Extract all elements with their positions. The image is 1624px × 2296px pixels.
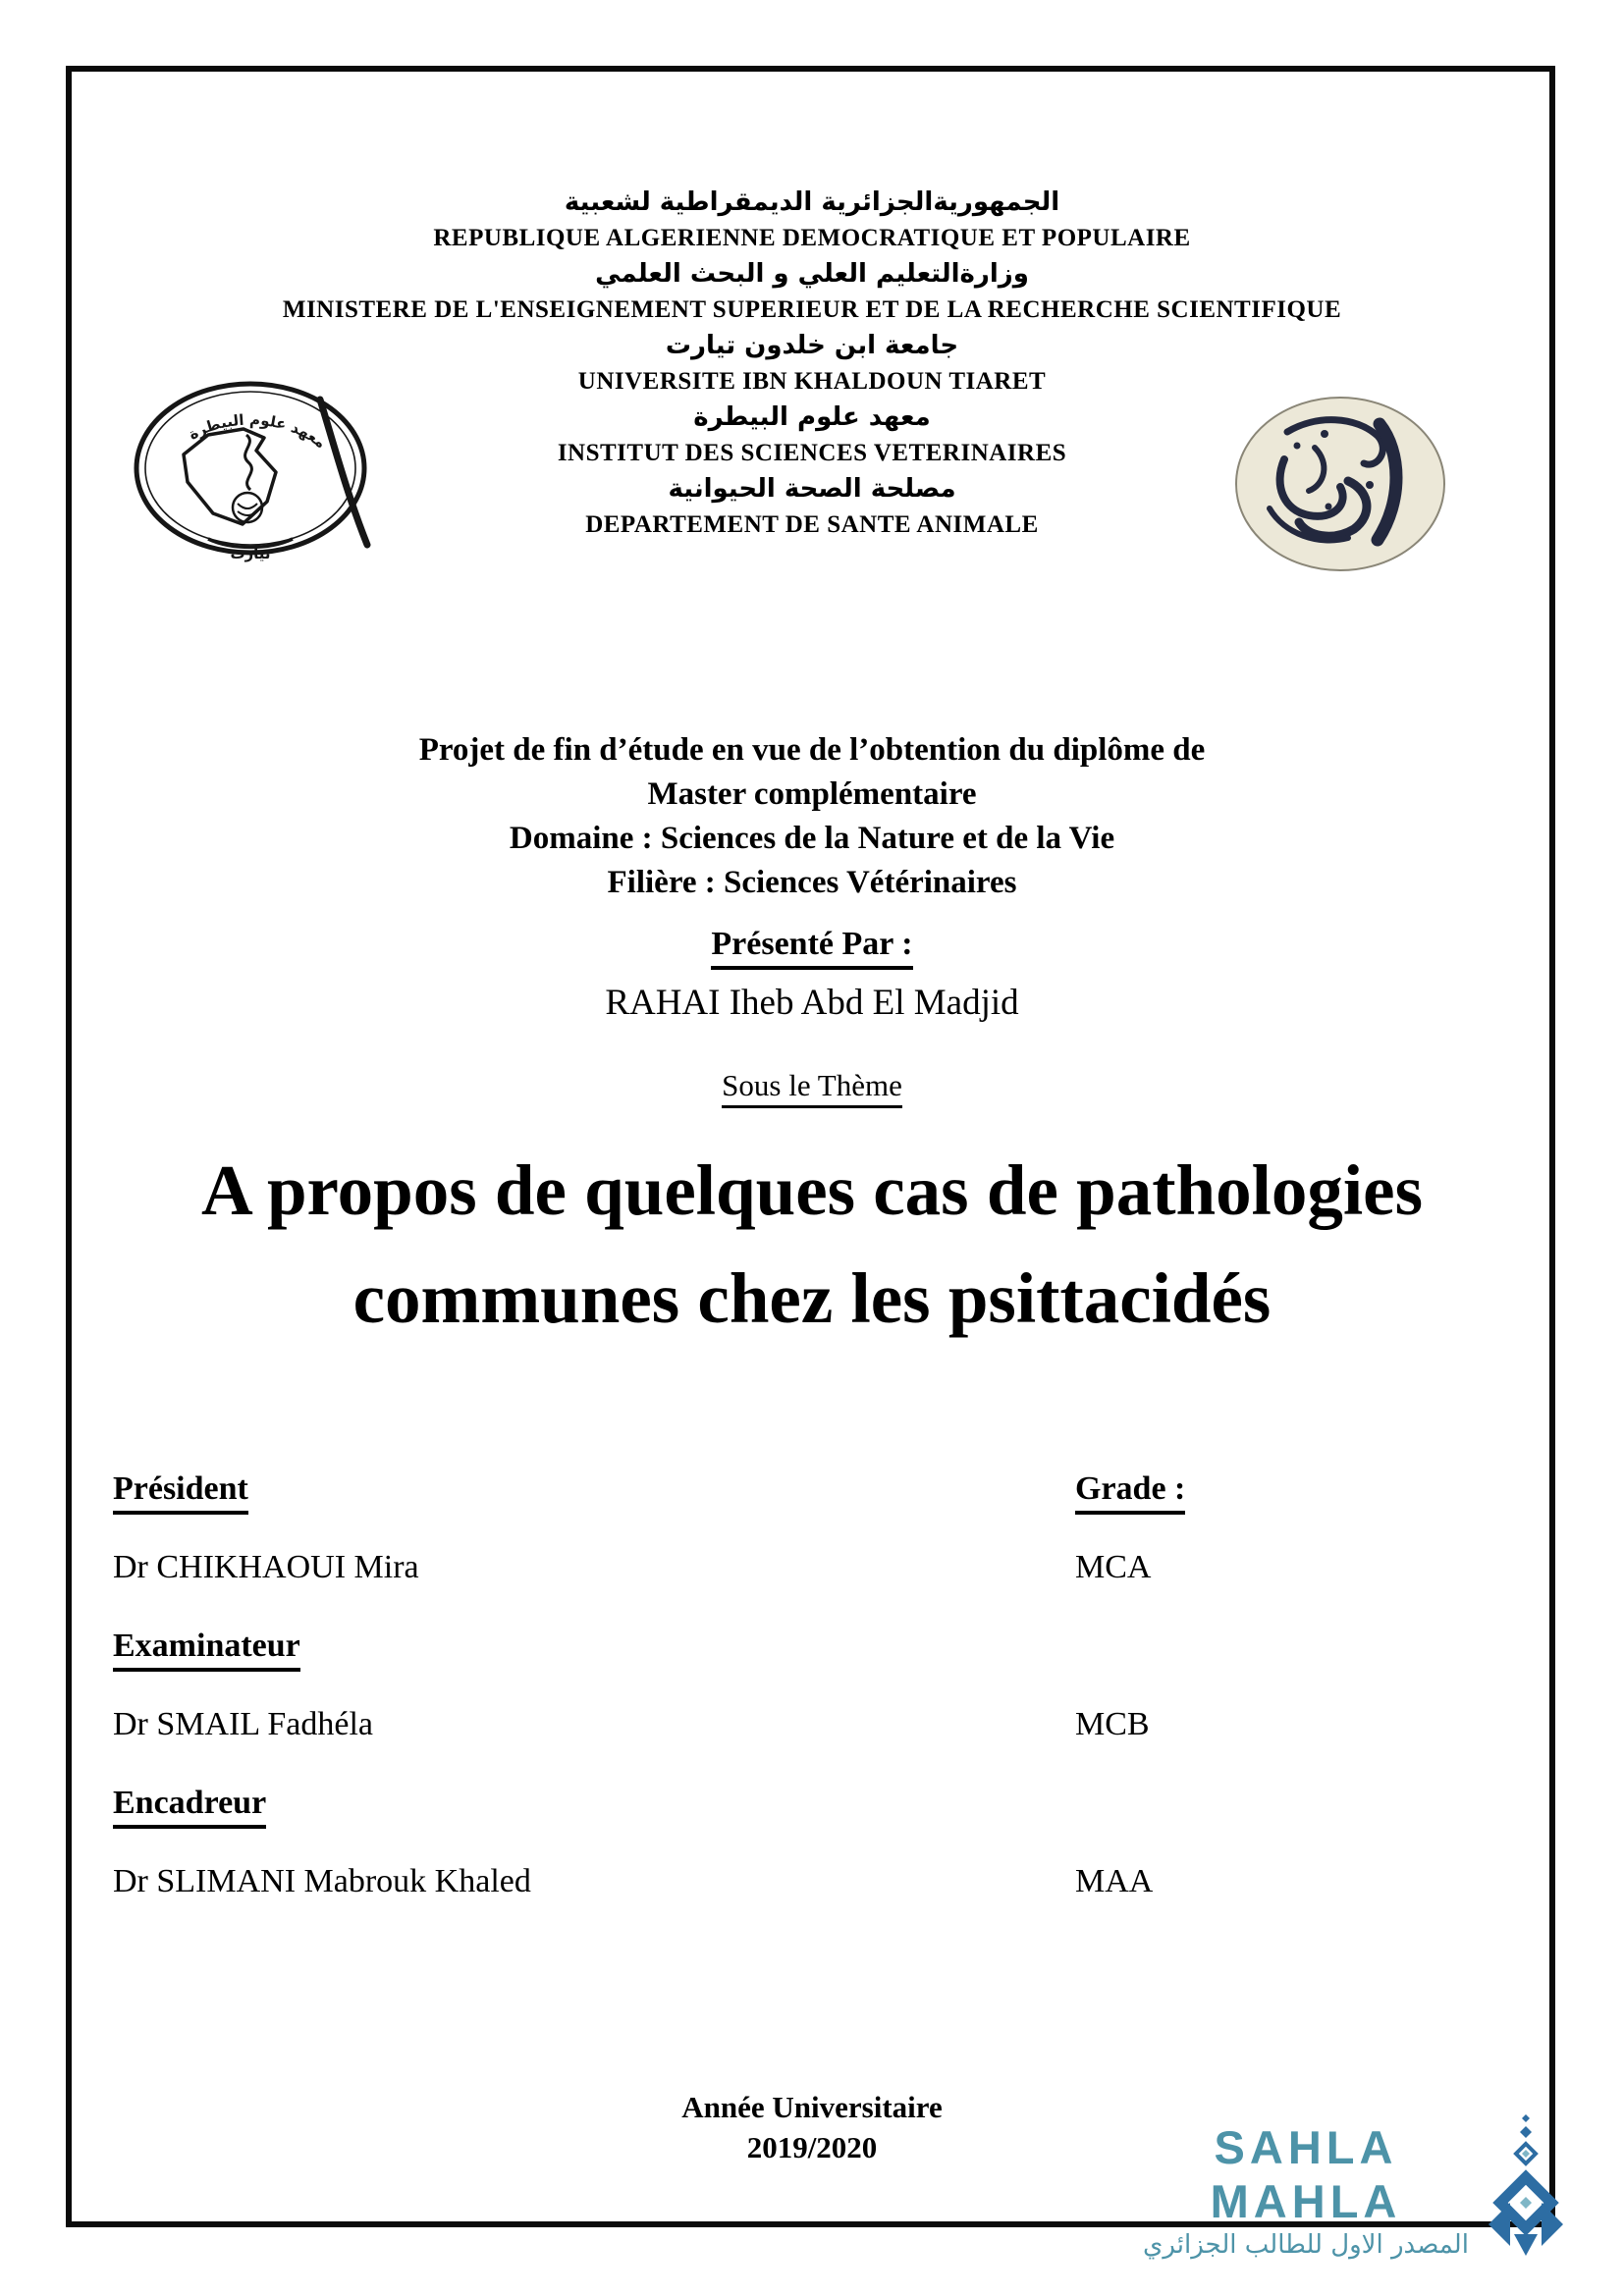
sahla-mahla-watermark [1119,2120,1571,2277]
header-line-french: REPUBLIQUE ALGERIENNE DEMOCRATIQUE ET POPULAIRE [433,225,1191,251]
role-president-label: Président [113,1470,248,1515]
header-line-arabic: مصلحة الصحة الحيوانية [668,474,956,504]
committee-row-examinateur-header [113,1628,1507,1672]
degree-line: Filière : Sciences Vétérinaires [607,865,1017,900]
thesis-title-line1: A propos de quelques cas de pathologies [201,1150,1423,1230]
examinateur-name: Dr SMAIL Fadhéla [113,1706,374,1742]
academic-year-label: Année Universitaire [681,2090,943,2124]
encadreur-grade: MAA [1075,1863,1154,1899]
committee-row-encadreur [113,1863,1507,1900]
header-line-arabic: معهد علوم البيطرة [693,402,931,432]
header-line-arabic: الجمهوريةالجزائرية الديمقراطية لشعبية [564,187,1060,217]
president-name: Dr CHIKHAOUI Mira [113,1549,419,1585]
degree-line: Master complémentaire [647,776,977,812]
sahla-mahla-kufic-icon [1485,2112,1567,2265]
committee-row-encadreur-header [113,1785,1507,1829]
role-examinateur-label: Examinateur [113,1628,300,1672]
header-line-french: MINISTERE DE L'ENSEIGNEMENT SUPERIEUR ET DE LA RECHERCHE SCIENTIFIQUE [282,296,1342,323]
president-grade: MCA [1075,1549,1152,1585]
veterinary-institute-seal-icon [128,378,373,574]
svg-text:تيارت: تيارت [230,545,271,562]
header-line-arabic: جامعة ابن خلدون تيارت [665,331,959,360]
header-line-french: INSTITUT DES SCIENCES VETERINAIRES [557,440,1067,466]
sahla-mahla-tagline: المصدر الاول للطالب الجزائري [1143,2230,1469,2260]
author-name: RAHAI Iheb Abd El Madjid [605,983,1019,1023]
svg-text:معهد علوم البيطرة: معهد علوم البيطرة [185,410,330,453]
header-line-french: UNIVERSITE IBN KHALDOUN TIARET [577,368,1047,395]
header-line-arabic: وزارةالتعليم العلي و البحث العلمي [595,259,1029,289]
header-line-french: DEPARTEMENT DE SANTE ANIMALE [585,511,1039,538]
academic-year-value: 2019/2020 [746,2130,878,2164]
thesis-title-line2: communes chez les psittacidés [352,1258,1272,1338]
degree-line: Projet de fin d’étude en vue de l’obtention du diplôme de [418,732,1206,768]
encadreur-name: Dr SLIMANI Mabrouk Khaled [113,1863,531,1899]
committee-row-president-header [113,1470,1507,1515]
grade-header: Grade : [1075,1470,1185,1515]
role-encadreur-label: Encadreur [113,1785,266,1829]
sahla-mahla-logo-text: SAHLA MAHLA [1210,2121,1402,2227]
committee-row-examinateur [113,1706,1507,1743]
committee-row-president [113,1549,1507,1586]
presented-by-label: Présenté Par : [0,926,1624,970]
ibn-khaldoun-university-seal-icon [1230,391,1451,577]
examinateur-grade: MCB [1075,1706,1150,1742]
degree-line: Domaine : Sciences de la Nature et de la Vie [509,821,1115,856]
theme-label: Sous le Thème [0,1068,1624,1108]
